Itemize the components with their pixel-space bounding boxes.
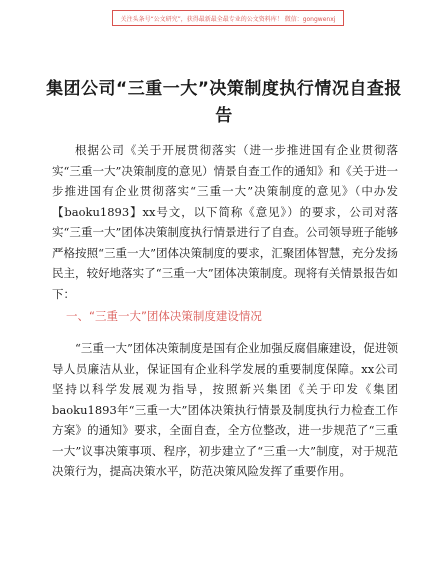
intro-paragraph: 根据公司《关于开展贯彻落实（进一步推进国有企业贯彻落实“三重一大”决策制度的意见）情景自查工作的通知》和《关于进一步推进国有企业贯彻落实“三重一大”决策制度的意见》（中办发【baoku1893】xx号文，以下简称《意见》）的要求，公司对落实“三重一大”团体决策制度执行情景进行了自查。公司领导班子能够严格按照“三重一大”团体决策制度的要求，汇聚团体智慧，充分发扬民主，较好地落实了“三重一大”团体决策制度。现将有关情景报告如下：: [52, 143, 398, 301]
document-title: 集团公司“三重一大”决策制度执行情况自查报告: [46, 79, 402, 126]
promo-banner[interactable]: [112, 10, 344, 26]
section-1-heading: 一、“三重一大”团体决策制度建设情况: [66, 309, 262, 323]
promo-banner-text: 关注头条号“公文研究”，获得最新最全最专业的公文资料库！ 微信：gongwenxj: [120, 15, 336, 23]
section-1-paragraph: “三重一大”团体决策制度是国有企业加强反腐倡廉建设，促进领导人员廉洁从业，保证国有企业科学发展的重要制度保障。xx公司坚持以科学发展观为指导，按照新兴集团《关于印发《集团baoku1893年“三重一大”团体决策执行情景及制度执行力检查工作方案》的通知》要求，全面自查，全方位整改，进一步规范了“三重一大”议事决策事项、程序，初步建立了“三重一大”制度，对于规范决策行为，提高决策水平，防范决策风险发挥了重要作用。: [52, 341, 398, 478]
